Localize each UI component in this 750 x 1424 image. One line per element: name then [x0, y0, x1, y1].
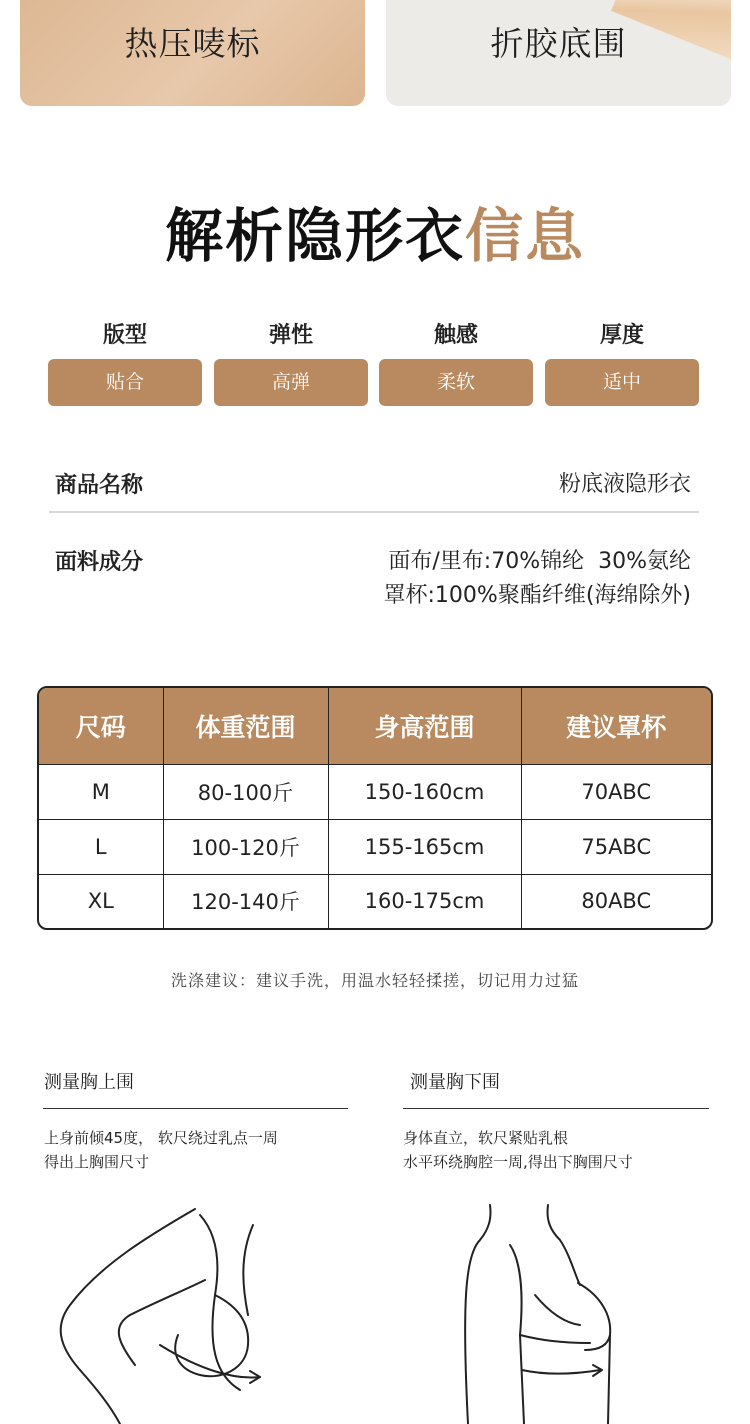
- measure-desc-line: 身体直立，软尺紧贴乳根: [403, 1129, 569, 1147]
- fabric-value-line: 面布/里布:70%锦纶 30%氨纶: [388, 549, 691, 574]
- size-table-cell: 70ABC: [521, 765, 711, 820]
- size-table-cell: 150-160cm: [328, 765, 521, 820]
- size-table-cell: M: [39, 765, 163, 820]
- attribute-value-touch: 柔软: [379, 359, 533, 406]
- product-name-label: 商品名称: [55, 473, 144, 498]
- underbust-measure-standing-illustration-icon: [450, 1195, 630, 1424]
- size-table-cell: 75ABC: [521, 819, 711, 874]
- measure-desc-line: 得出上胸围尺寸: [44, 1153, 150, 1171]
- attribute-value-fit: 贴合: [48, 359, 202, 406]
- size-table-row: [39, 874, 711, 928]
- size-table-cell: 80ABC: [581, 889, 652, 914]
- fabric-value-line: 罩杯:100%聚酯纤维(海绵除外): [383, 583, 691, 608]
- attribute-value-thickness: 适中: [545, 359, 699, 406]
- attribute-name-elasticity: 弹性: [268, 323, 313, 348]
- measure-lower-line: [403, 1108, 709, 1109]
- attribute-name-thickness: 厚度: [599, 323, 644, 348]
- bust-measure-leaning-illustration-icon: [50, 1195, 350, 1424]
- wash-note: 洗涤建议：建议手洗，用温水轻轻揉搓，切记用力过猛: [170, 971, 579, 990]
- measure-lower-title: 测量胸下围: [410, 1072, 500, 1093]
- size-table-header: 身高范围: [328, 688, 521, 765]
- size-table-cell: 100-120斤: [163, 819, 328, 874]
- feature-card-folded-hem: [386, 0, 731, 106]
- measure-upper-title: 测量胸上围: [44, 1072, 134, 1093]
- size-table-cell: L: [39, 819, 163, 874]
- info-divider: [49, 511, 699, 513]
- size-table-cell: XL: [39, 874, 163, 928]
- measure-desc-line: 上身前倾45度， 软尺绕过乳点一周: [44, 1129, 278, 1147]
- measure-lower-desc: [403, 1126, 633, 1174]
- size-table-header-row: [39, 688, 711, 765]
- size-table-row: [39, 765, 711, 820]
- measure-upper-desc: [44, 1126, 278, 1174]
- measure-upper-line: [43, 1108, 348, 1109]
- size-table: [37, 686, 713, 930]
- attribute-name-fit: 版型: [102, 323, 147, 348]
- feature-card-label: 折胶底围: [490, 24, 627, 63]
- fabric-label: 面料成分: [55, 550, 144, 575]
- product-name-value: 粉底液隐形衣: [558, 472, 691, 497]
- section-title-main: 解析隐形衣: [164, 202, 465, 270]
- measure-desc-line: 水平环绕胸腔一周,得出下胸围尺寸: [403, 1153, 633, 1171]
- size-table-cell: 160-175cm: [328, 874, 521, 928]
- attribute-name-touch: 触感: [433, 323, 478, 348]
- fabric-value: [384, 545, 691, 613]
- size-table-header: 建议罩杯: [521, 688, 711, 765]
- size-table-header: 尺码: [39, 688, 163, 765]
- size-table-header: 体重范围: [163, 688, 328, 765]
- section-title: [0, 196, 750, 276]
- size-table-row: [39, 819, 711, 874]
- section-title-accent: 信息: [465, 202, 586, 270]
- size-table-cell: 80-100斤: [163, 765, 328, 820]
- attribute-value-elasticity: 高弹: [214, 359, 368, 406]
- feature-card-heat-label: [20, 0, 365, 106]
- size-table-cell: 120-140斤: [163, 874, 328, 928]
- size-table-cell: 155-165cm: [328, 819, 521, 874]
- feature-card-label: 热压唛标: [124, 24, 261, 63]
